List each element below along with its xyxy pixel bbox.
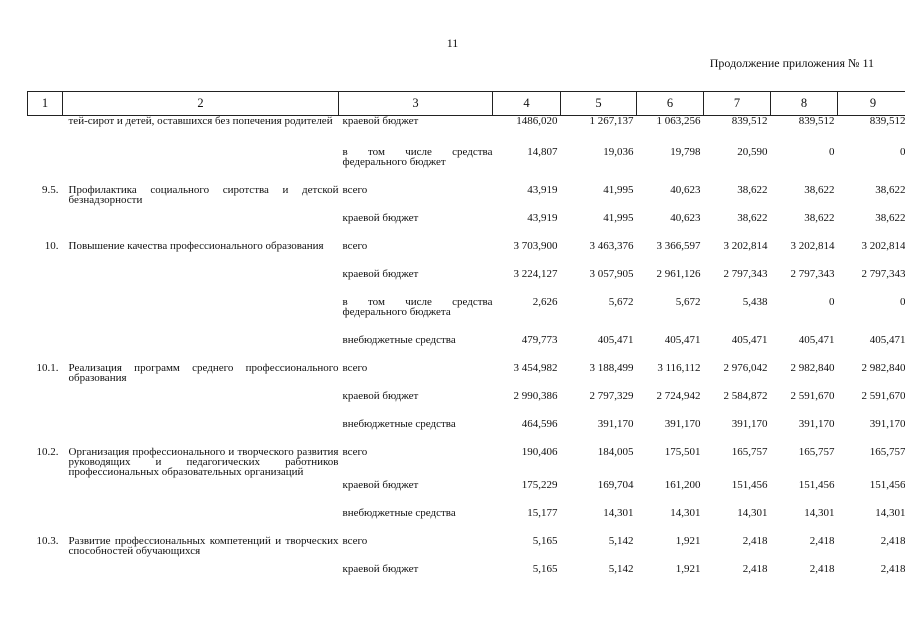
column-header: 6 [637,92,704,116]
page-number: 11 [446,36,459,50]
table-row [28,505,905,533]
row-number [28,388,63,416]
year-value: 165,757 [731,445,768,458]
year-value: 1 267,137 [589,115,634,127]
year-value: 0 [900,145,905,158]
year-value: 175,501 [664,445,701,458]
funding-source: краевой бюджет [342,478,419,491]
table-row [28,561,905,589]
row-number [28,477,63,505]
year-value: 405,471 [731,333,768,346]
table-row [28,332,905,360]
year-value: 3 366,597 [656,239,701,252]
table-body [28,116,905,589]
year-value: 2 982,840 [861,361,905,374]
activity-name: Повышение качества профессионального образования [68,239,324,252]
row-number [28,266,63,294]
year-value: 38,622 [804,211,835,224]
year-value: 175,229 [521,478,558,491]
year-value: 14,301 [670,506,701,519]
activity-name: Профилактика социального сиротства и детской безнадзорности [68,183,339,206]
row-number [28,144,63,182]
year-value: 2 797,343 [861,267,905,280]
year-value: 14,807 [527,145,558,158]
year-value: 2 591,670 [861,389,905,402]
table-row [28,533,905,561]
year-value: 2 797,343 [723,267,768,280]
year-value: 165,757 [869,445,905,458]
year-value: 3 224,127 [513,267,558,280]
appendix-title: Продолжение приложения № 11 [709,56,874,70]
column-header: 2 [63,92,339,116]
table-row [28,210,905,238]
year-value: 43,919 [527,211,558,224]
funding-source: всего [342,239,368,252]
year-value: 0 [829,295,835,308]
year-value: 5,165 [532,562,558,575]
column-header: 8 [771,92,838,116]
year-value: 2,418 [809,534,835,547]
row-number [28,416,63,444]
table-row [28,144,905,182]
year-value: 151,456 [731,478,768,491]
year-value: 2 591,670 [790,389,835,402]
year-value: 161,200 [664,478,701,491]
activity-name [63,332,339,360]
year-value: 5,142 [608,562,634,575]
row-number [28,332,63,360]
year-value: 151,456 [869,478,905,491]
year-value: 391,170 [731,417,768,430]
row-number [28,116,63,144]
table-row [28,388,905,416]
year-value: 43,919 [527,183,558,196]
funding-source: внебюджетные средства [342,417,456,430]
year-value: 2,418 [880,562,905,575]
column-header: 4 [493,92,561,116]
table-row [28,238,905,266]
activity-name [63,477,339,505]
year-value: 5,672 [675,295,701,308]
year-value: 391,170 [869,417,905,430]
activity-name [63,210,339,238]
column-header: 1 [28,92,63,116]
funding-source: краевой бюджет [342,267,419,280]
year-value: 405,471 [798,333,835,346]
year-value: 5,438 [742,295,768,308]
funding-source: всего [342,534,368,547]
year-value: 405,471 [664,333,701,346]
year-value: 151,456 [798,478,835,491]
year-value: 2 961,126 [656,267,701,280]
year-value: 3 116,112 [657,361,701,374]
year-value: 190,406 [521,445,558,458]
year-value: 0 [829,145,835,158]
year-value: 15,177 [527,506,558,519]
year-value: 405,471 [597,333,634,346]
activity-name [63,144,339,182]
activity-name [63,561,339,589]
column-header: 5 [561,92,637,116]
year-value: 184,005 [597,445,634,458]
table-row [28,477,905,505]
row-number [28,505,63,533]
activity-name [63,416,339,444]
year-value: 1,921 [675,562,701,575]
funding-source: краевой бюджет [342,211,419,224]
year-value: 0 [900,295,905,308]
year-value: 2 982,840 [790,361,835,374]
funding-source: внебюджетные средства [342,506,456,519]
year-value: 2,418 [880,534,905,547]
activity-name: Организация профессионального и творческого развития руководящих и педагогических работников профессиональных образовательных организаций [68,445,339,478]
year-value: 5,142 [608,534,634,547]
year-value: 2 990,386 [513,389,558,402]
year-value: 2 584,872 [723,389,768,402]
row-number [28,210,63,238]
year-value: 40,623 [670,211,701,224]
year-value: 405,471 [869,333,905,346]
year-value: 3 202,814 [723,239,768,252]
year-value: 1 063,256 [656,115,701,127]
year-value: 2,626 [532,295,558,308]
header-row [28,92,905,116]
table-row [28,116,905,144]
year-value: 2 976,042 [723,361,768,374]
budget-table [27,91,905,589]
table-row [28,360,905,388]
year-value: 40,623 [670,183,701,196]
year-value: 5,165 [532,534,558,547]
year-value: 391,170 [664,417,701,430]
year-value: 2 797,329 [589,389,634,402]
row-number: 10.3. [36,534,59,547]
table-row [28,182,905,210]
table-row [28,444,905,477]
year-value: 839,512 [731,115,768,127]
year-value: 2,418 [809,562,835,575]
year-value: 3 454,982 [513,361,558,374]
year-value: 839,512 [869,115,905,127]
year-value: 391,170 [798,417,835,430]
row-number: 10.1. [36,361,59,374]
year-value: 839,512 [798,115,835,127]
row-number: 9.5. [42,183,59,196]
column-header: 7 [704,92,771,116]
funding-source: всего [342,183,368,196]
funding-source: всего [342,445,368,458]
funding-source: всего [342,361,368,374]
year-value: 38,622 [875,183,905,196]
table-row [28,294,905,332]
activity-name [63,505,339,533]
year-value: 38,622 [737,183,768,196]
year-value: 14,301 [875,506,905,519]
year-value: 14,301 [804,506,835,519]
year-value: 38,622 [875,211,905,224]
year-value: 1,921 [675,534,701,547]
row-number: 10. [44,239,59,252]
activity-name [63,388,339,416]
table-row [28,266,905,294]
funding-source: краевой бюджет [342,115,419,127]
row-number: 10.2. [36,445,59,458]
year-value: 14,301 [603,506,634,519]
year-value: 3 057,905 [589,267,634,280]
year-value: 3 703,900 [513,239,558,252]
activity-name [63,294,339,332]
year-value: 3 188,499 [589,361,634,374]
year-value: 3 202,814 [790,239,835,252]
year-value: 14,301 [737,506,768,519]
year-value: 391,170 [597,417,634,430]
year-value: 41,995 [603,211,634,224]
year-value: 2 797,343 [790,267,835,280]
activity-name: Развитие профессиональных компетенций и творческих способностей обучающихся [68,534,339,557]
year-value: 38,622 [737,211,768,224]
table-row [28,416,905,444]
funding-source: в том числе средства федерального бюджета [342,295,493,318]
year-value: 464,596 [521,417,558,430]
year-value: 165,757 [798,445,835,458]
funding-source: в том числе средства федерального бюджет [342,145,493,168]
row-number [28,561,63,589]
year-value: 169,704 [597,478,634,491]
funding-source: краевой бюджет [342,389,419,402]
year-value: 1486,020 [516,115,558,127]
year-value: 2 724,942 [656,389,701,402]
activity-name [63,266,339,294]
year-value: 2,418 [742,562,768,575]
year-value: 5,672 [608,295,634,308]
activity-name: Реализация программ среднего профессионального образования [68,361,339,384]
row-number [28,294,63,332]
year-value: 19,036 [603,145,634,158]
year-value: 3 202,814 [861,239,905,252]
year-value: 19,798 [670,145,701,158]
year-value: 38,622 [804,183,835,196]
year-value: 479,773 [521,333,558,346]
column-header: 9 [838,92,905,116]
funding-source: краевой бюджет [342,562,419,575]
year-value: 3 463,376 [589,239,634,252]
column-header: 3 [339,92,493,116]
year-value: 20,590 [737,145,768,158]
year-value: 2,418 [742,534,768,547]
funding-source: внебюджетные средства [342,333,456,346]
year-value: 41,995 [603,183,634,196]
activity-name: тей-сирот и детей, оставшихся без попечения родителей [68,115,333,127]
